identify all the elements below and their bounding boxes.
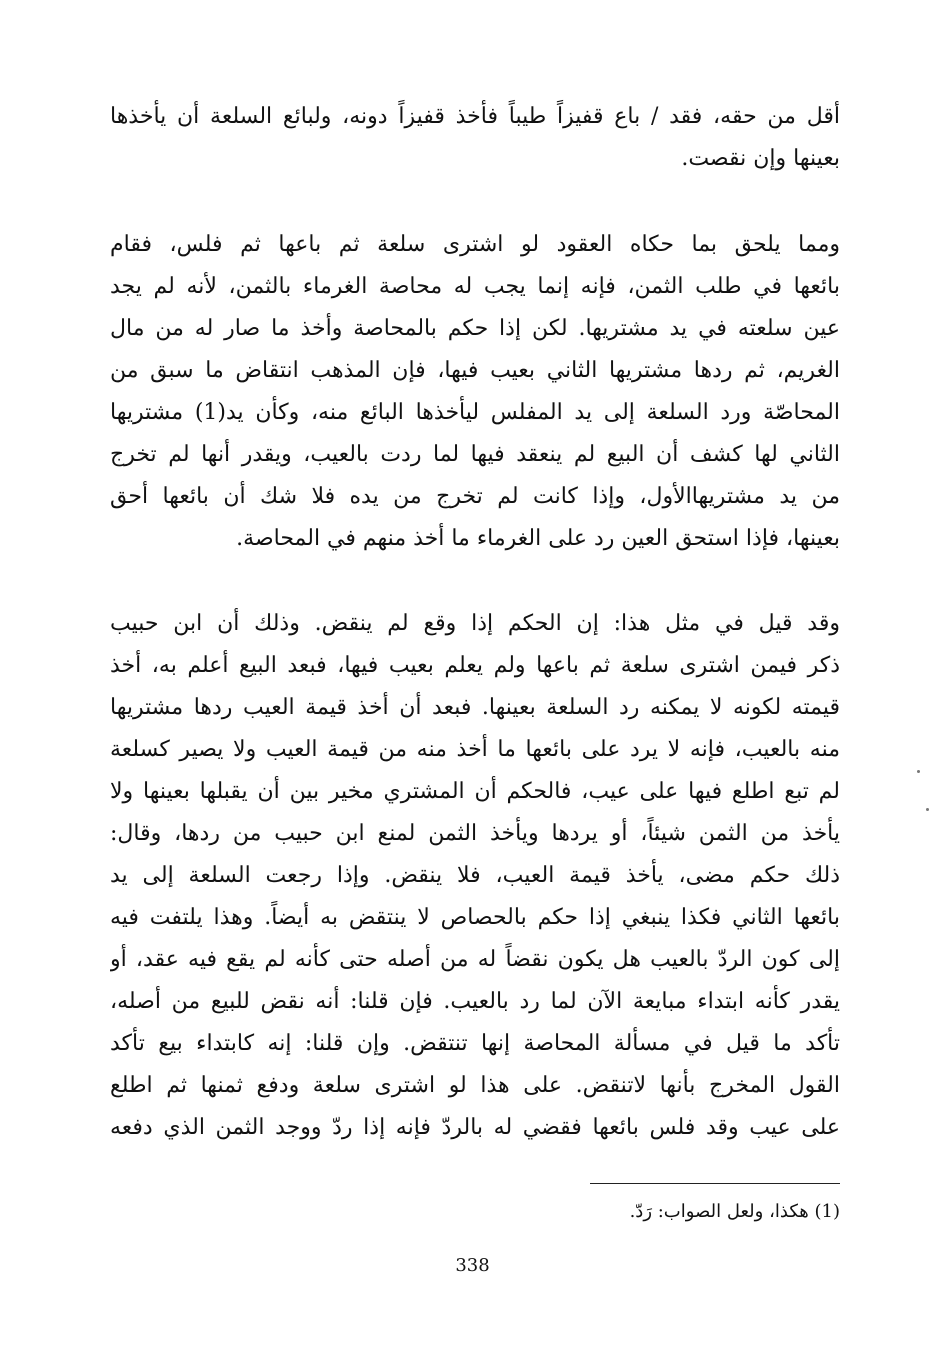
text-line: ذكر فيمن اشترى سلعة ثم باعها ولم يعلم بعيب فيها، فبعد البيع أعلم به، أخذ: [110, 653, 840, 678]
text-line: أقل من حقه، فقد / باع قفيزاً طيباً فأخذ قفيزاً دونه، ولبائع السلعة أن يأخذها: [110, 104, 840, 129]
text-line: الثاني لها كشف أن البيع لم ينعقد فيها لما ردت بالعيب، ويقدر أنها لم تخرج: [110, 442, 840, 467]
text-line: لم تبع اطلع فيها على عيب، فالحكم أن المشتري مخير بين أن يقبلها بعينها ولا: [110, 779, 840, 804]
footnote: (1) هكذا، ولعل الصواب: رَدّ.: [629, 1201, 840, 1222]
footnote-divider: [590, 1183, 840, 1184]
text-line: القول المخرج بأنها لاتنقض. على هذا لو اشترى سلعة ودفع ثمنها ثم اطلع: [110, 1073, 840, 1098]
text-line: ومما يلحق بما حكاه العقود لو اشترى سلعة ثم باعها ثم فلس، فقام: [110, 232, 840, 257]
scan-speck: [917, 770, 920, 773]
page-number: 338: [455, 1255, 490, 1276]
text-line: على عيب وقد فلس بائعها فقضي له بالردّ فإنه إذا ردّ ووجد الثمن الذي دفعه: [110, 1115, 840, 1140]
paragraph-1: [110, 96, 840, 180]
text-line: بائعها في طلب الثمن، فإنه إنما يجب له محاصة الغرماء بالثمن، لأنه لم يجد: [110, 274, 840, 299]
text-line: الغريم، ثم ردها مشتريها الثاني بعيب فيها، فإن المذهب انتقاض ما سبق من: [110, 358, 840, 383]
text-line: تأكد ما قيل في مسألة المحاصة إنها تنتقض. وإن قلنا: إنه كابتداء بيع تأكد: [110, 1031, 840, 1056]
text-line: بعينها وإن نقصت.: [681, 146, 840, 171]
text-line: يأخذ من الثمن شيئاً، أو يردها ويأخذ الثمن لمنع ابن حبيب من ردها، وقال:: [110, 821, 840, 846]
paragraph-3: [110, 603, 840, 1149]
text-line: يقدر كأنه ابتداء مبايعة الآن لما رد بالعيب. فإن قلنا: أنه نقض للبيع من أصله،: [110, 989, 840, 1014]
text-line: المحاصّة ورد السلعة إلى يد المفلس ليأخذها البائع منه، وكأن يد(1) مشتريها: [110, 400, 840, 425]
text-line: عين سلعته في يد مشتريها. لكن إذا حكم بالمحاصة وأخذ ما صار له من مال: [110, 316, 840, 341]
paragraph-2: [110, 224, 840, 560]
text-line: وقد قيل في مثل هذا: إن الحكم إذا وقع لم ينقض. وذلك أن ابن حبيب: [110, 611, 840, 636]
text-line: منه بالعيب، فإنه لا يرد على بائعها ما أخذ منه من قيمة العيب ولا يصير كسلعة: [110, 737, 840, 762]
text-line: من يد مشتريهاالأول، وإذا كانت لم تخرج من يده فلا شك أن بائعها أحق: [110, 484, 840, 509]
text-line: ذلك حكم مضى، يأخذ قيمة العيب، فلا ينقض. وإذا رجعت السلعة إلى يد: [110, 863, 840, 888]
text-line: قيمته لكونه لا يمكنه رد السلعة بعينها. فبعد أن أخذ قيمة العيب ردها مشتريها: [110, 695, 840, 720]
text-line: إلى كون الردّ بالعيب هل يكون نقضاً له من أصله حتى كأنه لم يقع فيه عقد، أو: [110, 947, 840, 972]
scan-speck: [926, 808, 929, 811]
text-line: بائعها الثاني فكذا ينبغي إذا حكم بالحصاص لا ينتقض به أيضاً. وهذا يلتفت فيه: [110, 905, 840, 930]
text-line: بعينها، فإذا استحق العين رد على الغرماء ما أخذ منهم في المحاصة.: [236, 526, 840, 551]
